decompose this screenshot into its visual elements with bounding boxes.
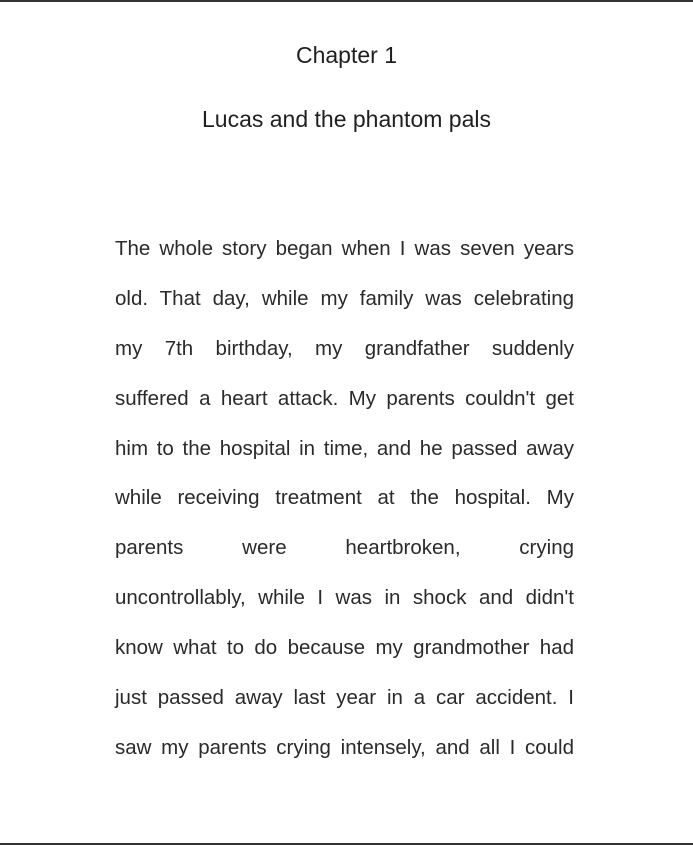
body-line: saw my parents crying intensely, and all I could (115, 735, 574, 759)
body-line: parents were heartbroken, crying (115, 536, 574, 560)
body-line: know what to do because my grandmother had (115, 636, 574, 660)
body-line: my 7th birthday, my grandfather suddenly (115, 336, 574, 360)
body-line: just passed away last year in a car accident. I (115, 686, 574, 710)
body-line: while receiving treatment at the hospital. My (115, 486, 574, 510)
body-line: him to the hospital in time, and he passed away (115, 436, 574, 460)
chapter-title: Lucas and the phantom pals (202, 106, 491, 132)
body-line: uncontrollably, while I was in shock and didn't (115, 586, 574, 610)
chapter-number: Chapter 1 (295, 42, 397, 68)
body-line: suffered a heart attack. My parents couldn't get (115, 386, 574, 410)
body-line: old. That day, while my family was celebrating (115, 286, 574, 310)
body-line: The whole story began when I was seven years (115, 237, 574, 260)
chapter-body (115, 232, 574, 781)
